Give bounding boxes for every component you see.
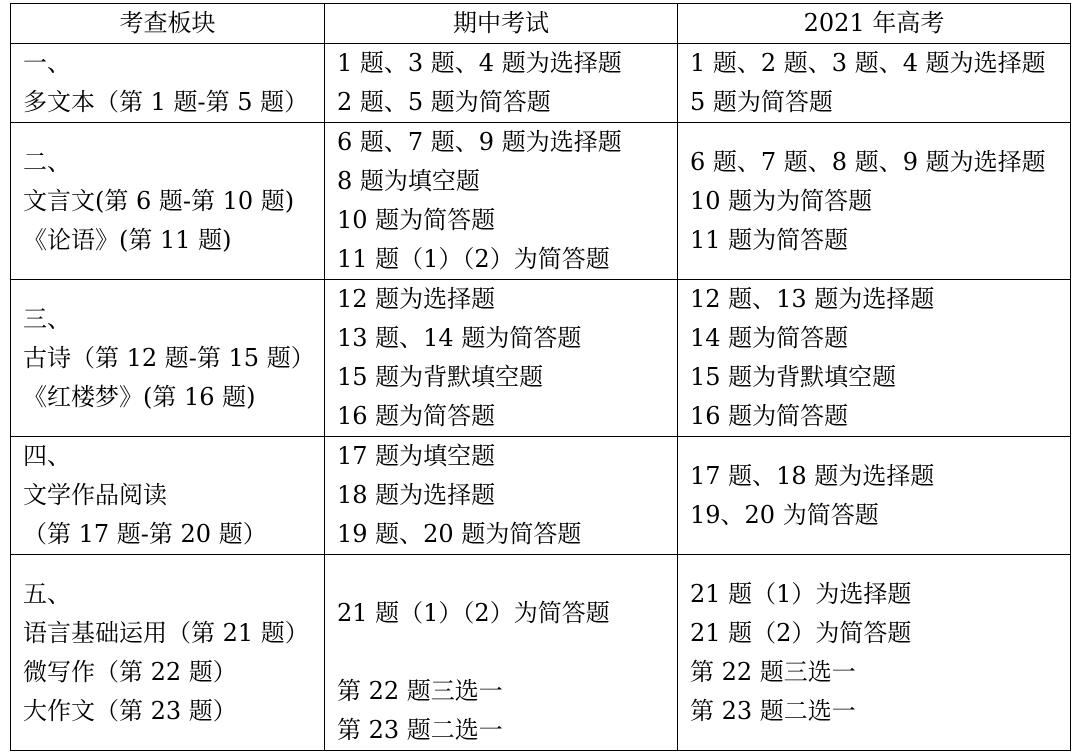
table-row <box>11 437 1071 555</box>
midterm-line: 17 题为填空题 <box>337 442 496 470</box>
gaokao-line: 10 题为为简答题 <box>690 186 873 215</box>
table-row <box>11 280 1071 437</box>
midterm-line: 第 22 题三选一 <box>337 677 503 705</box>
midterm-line: 2 题、5 题为简答题 <box>337 88 551 116</box>
gaokao-line: 1 题、2 题、3 题、4 题为选择题 <box>690 49 1046 77</box>
category-line: 多文本（第 1 题-第 5 题） <box>23 88 309 116</box>
spacer <box>337 555 677 594</box>
midterm-cell <box>325 437 678 555</box>
gaokao-line: 5 题为简答题 <box>690 88 833 116</box>
gaokao-cell <box>678 123 1071 280</box>
table-row <box>11 555 1071 751</box>
header-category: 考查板块 <box>11 4 325 44</box>
category-cell <box>11 280 325 437</box>
category-line: （第 17 题-第 20 题） <box>23 520 267 548</box>
midterm-line: 16 题为简答题 <box>337 402 496 430</box>
category-cell <box>11 44 325 123</box>
header-row <box>11 4 1071 44</box>
gaokao-line: 16 题为简答题 <box>690 402 849 430</box>
midterm-cell <box>325 555 678 751</box>
midterm-line: 15 题为背默填空题 <box>337 363 544 391</box>
category-line: 微写作（第 22 题） <box>23 657 237 686</box>
gaokao-line: 第 23 题二选一 <box>690 696 856 725</box>
table-row <box>11 44 1071 123</box>
category-cell <box>11 437 325 555</box>
midterm-cell <box>325 44 678 123</box>
category-line: 一、 <box>23 49 71 77</box>
gaokao-cell <box>678 437 1071 555</box>
gaokao-line: 6 题、7 题、8 题、9 题为选择题 <box>690 147 1046 176</box>
gaokao-line: 15 题为背默填空题 <box>690 363 897 391</box>
midterm-line: 6 题、7 题、9 题为选择题 <box>337 128 622 156</box>
gaokao-line: 17 题、18 题为选择题 <box>690 461 935 490</box>
gaokao-line: 12 题、13 题为选择题 <box>690 285 935 313</box>
category-line: 文言文(第 6 题-第 10 题) <box>23 186 295 215</box>
midterm-line: 12 题为选择题 <box>337 285 496 313</box>
midterm-line: 13 题、14 题为简答题 <box>337 324 582 352</box>
midterm-line: 21 题（1）（2）为简答题 <box>337 599 610 627</box>
midterm-line: 18 题为选择题 <box>337 481 496 509</box>
category-line: 二、 <box>23 147 71 176</box>
gaokao-line: 21 题（2）为简答题 <box>690 618 912 647</box>
midterm-cell <box>325 123 678 280</box>
gaokao-line: 第 22 题三选一 <box>690 657 856 686</box>
category-line: 语言基础运用（第 21 题） <box>23 618 309 647</box>
gaokao-line: 14 题为简答题 <box>690 324 849 352</box>
category-line: 文学作品阅读 <box>23 481 167 509</box>
midterm-line: 11 题（1）（2）为简答题 <box>337 245 610 273</box>
midterm-line: 8 题为填空题 <box>337 167 480 195</box>
category-line: 四、 <box>23 442 71 470</box>
gaokao-cell <box>678 555 1071 751</box>
category-line: 五、 <box>23 579 71 608</box>
midterm-line: 10 题为简答题 <box>337 206 496 234</box>
exam-comparison-table <box>10 3 1071 751</box>
gaokao-cell <box>678 280 1071 437</box>
category-line: 大作文（第 23 题） <box>23 696 237 725</box>
category-line: 《论语》(第 11 题) <box>23 225 232 254</box>
category-line: 三、 <box>23 304 71 333</box>
midterm-line: 第 23 题二选一 <box>337 716 503 744</box>
header-gaokao: 2021 年高考 <box>678 4 1071 44</box>
gaokao-cell <box>678 44 1071 123</box>
midterm-line: 1 题、3 题、4 题为选择题 <box>337 49 622 77</box>
category-line: 古诗（第 12 题-第 15 题） <box>23 343 315 372</box>
midterm-line: 19 题、20 题为简答题 <box>337 520 582 548</box>
category-cell <box>11 123 325 280</box>
category-cell <box>11 555 325 751</box>
table-row <box>11 123 1071 280</box>
gaokao-line: 19、20 为简答题 <box>690 500 879 529</box>
spacer <box>337 633 677 672</box>
category-line: 《红楼梦》(第 16 题) <box>23 382 256 411</box>
midterm-cell <box>325 280 678 437</box>
header-midterm: 期中考试 <box>325 4 678 44</box>
gaokao-line: 11 题为简答题 <box>690 225 849 254</box>
gaokao-line: 21 题（1）为选择题 <box>690 579 912 608</box>
